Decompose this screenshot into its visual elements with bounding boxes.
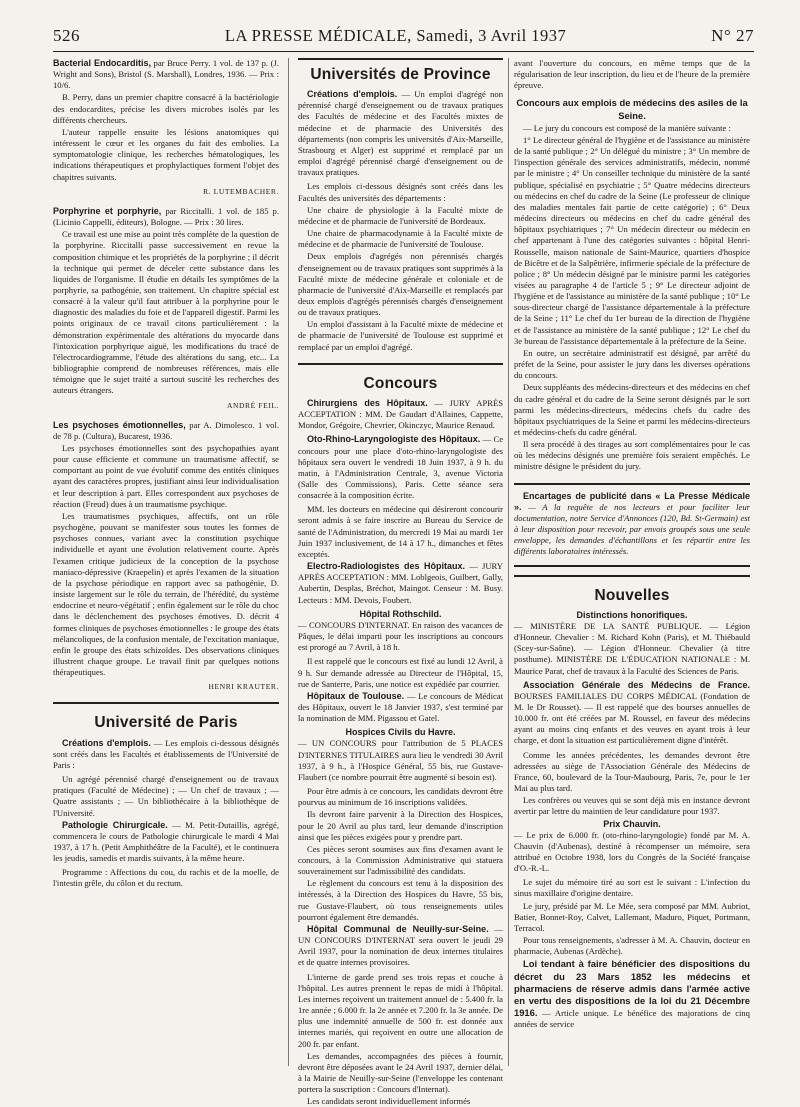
section-heading: Université de Paris bbox=[94, 714, 238, 732]
entry-paragraph bbox=[298, 656, 503, 689]
entry-text: — Le prix de 6.000 fr. (oto-rhino-laryngologie) fondé par M. A. Chauvin (d'Aubenas), destiné à récompenser un mémoire, sera attribué en Octobre 1938, lors du Congrès de la Société française d'O.-R.-L. bbox=[514, 829, 750, 874]
entry-text: Un agrégé pérennisé chargé d'enseignement ou de travaux pratiques (Faculté de Médecine) ; — Un chef de travaux ; — Quatre assistants ; — Un bibliothécaire à la bibliothèque de l'Université. bbox=[53, 774, 279, 818]
entry-heading: Chirurgiens des Hôpitaux. bbox=[307, 397, 428, 408]
column-divider bbox=[288, 58, 289, 1066]
review-paragraph: Les psychoses émotionnelles sont des psychopathies ayant pour cause efficiente et commune un traumatisme affectif, se comportant au point de vue évolutif comme des entités cliniques ayant des caractères propres, justifiant ainsi leur individualisation et leur description à part. Elles correspondent aux psychoses de réaction (Freud) dues à un traumatisme psychique. bbox=[53, 443, 279, 509]
entry-text: Ils devront faire parvenir à la Direction des Hospices, pour le 20 Avril au plus tard, leur demande d'inscription ainsi que les pièces exigées pour y prendre part. bbox=[298, 809, 503, 842]
entry-paragraph bbox=[298, 1051, 503, 1096]
entry-text: Pour être admis à ce concours, les candidats devront être pourvus au minimum de 16 inscriptions validées. bbox=[298, 786, 503, 808]
nouvelles-entries bbox=[514, 610, 750, 1031]
entry-paragraph bbox=[53, 867, 279, 889]
entry-paragraph bbox=[298, 205, 503, 227]
review-title: Les psychoses émotionnelles, bbox=[53, 419, 186, 430]
entry-text: Une chaire de pharmacodynamie à la Faculté mixte de médecine et de pharmacie de l'université de Toulouse. bbox=[298, 228, 503, 250]
column-3 bbox=[514, 58, 750, 1068]
asiles-paragraph: 1° Le directeur général de l'hygiène et de l'assistance au ministère de la santé publique ; 2° Un délégué du ministre ; 3° Un membre de l'inspection générale des services administratifs, médecin, nommé par le ministre ; 4° Un conseiller technique du ministère de la santé publique, spécialisé en psychiatrie ; 5° Quatre médecins directeurs ou médecins en chef du cadre de la Seine (Le professeur de clinique des maladies mentales fait partie de cette catégorie) ; 6° Deux médecins directeurs ou médecins en chef du cadre général des hôpitaux psychiatriques ; 7° Un médecin directeur ou médecin en chef appartenant à l'une des catégories suivantes : hôpital Henri-Rousselle, maison nationale de Saint-Maurice, quartiers d'hospice de Bicêtre et de la Salpêtrière, infirmerie spéciale de la préfecture de police ; 8° Un médecin désigné par le ministre parmi les catégories visées au paragraphe 4 de l'article 5 ; 9° Le directeur adjoint de l'hygiène et de l'assistance au ministère de la santé publique ; 10° Le sous-directeur chargé de l'assistance départementale à la préfecture de la Seine ; 11° Le chef du 1er bureau de la direction de l'hygiène et de l'assistance au ministère de la santé publique ; 12° Le chef du 3e bureau de l'assistance départementale à la préfecture de la Seine. bbox=[514, 134, 750, 346]
book-review bbox=[53, 206, 279, 411]
header-rule bbox=[53, 51, 754, 52]
entry-text: Les demandes, accompagnées des pièces à fournir, devront être déposées avant le 24 Avril 1937, dernier délai, à la Mairie de Neuilly-sur-Seine (l'enveloppe les contenant portera la suscription : Concours d'Internat). bbox=[298, 1050, 503, 1095]
universite-paris-section bbox=[53, 702, 279, 889]
review-meta: par Bruce Perry. 1 vol. de 137 p. (J. Wright and Sons), Bristol (S. Marshall), Londres, 1936. — Prix : 10/6. bbox=[53, 58, 279, 91]
entry-heading: Hospices Civils du Havre. bbox=[345, 727, 456, 738]
entry-heading: Hôpitaux de Toulouse. bbox=[307, 690, 405, 701]
review-title-line bbox=[53, 58, 279, 91]
entry-paragraph bbox=[514, 750, 750, 795]
entry-text: Les emplois ci-dessous désignés sont créés dans les Facultés des universités des départements : bbox=[298, 181, 503, 203]
entry-text: — CONCOURS D'INTERNAT. En raison des vacances de Pâques, le délai imparti pour les inscriptions au concours est prorogé au 7 Avril, à 18 h. bbox=[298, 619, 503, 653]
entry-paragraph bbox=[514, 958, 750, 1030]
entry-heading: Hôpital Rothschild. bbox=[359, 608, 442, 619]
entry-text: L'interne de garde prend ses trois repas et couche à l'hôpital. Les autres prennent le repas de midi à l'hôpital. Les internes reçoivent un traitement annuel de : 5.400 fr. la 1re année ; 6.000 fr. la 2e année et 7.200 fr. la 3e année. De plus une indemnité annuelle de 500 fr. est donnée aux internes mariés, qui reçoivent en outre une allocation de 200 fr. par enfant. bbox=[298, 971, 503, 1049]
journal-title: LA PRESSE MÉDICALE, Samedi, 3 Avril 1937 bbox=[224, 26, 567, 45]
entry-paragraph bbox=[298, 181, 503, 203]
entry-text: Deux emplois d'agrégés non pérennisés chargés d'enseignement ou de travaux pratiques sont supprimés à la Faculté mixte de médecine générale et coloniale et de pharmacie de l'université d'Aix-Marseille et remplacés par deux emplois d'agrégés pérennisés chargés d'enseignement ou de travaux pratiques. bbox=[298, 251, 503, 318]
box-heading: Encartages de publicité dans « La Presse Médicale ». bbox=[514, 490, 750, 512]
entry-paragraph bbox=[298, 434, 503, 501]
section-heading: Universités de Province bbox=[310, 66, 491, 83]
entry-paragraph bbox=[298, 89, 503, 178]
review-meta: par A. Dimolesco. 1 vol. de 78 p. (Cultura), Bucarest, 1936. bbox=[53, 419, 279, 441]
entry-text: — JURY APRÈS ACCEPTATION : MM. De Gaudart d'Allaines, Cappette, Mondor, Grégoire, Chevrier, Okinczyc, Maurice Renaud. bbox=[298, 397, 503, 431]
entry-paragraph bbox=[298, 972, 503, 1050]
entry-heading: Distinctions honorifiques. bbox=[576, 609, 688, 620]
entry-paragraph bbox=[298, 844, 503, 877]
entry-paragraph bbox=[298, 561, 503, 606]
entry-paragraph bbox=[298, 727, 503, 783]
concours-section bbox=[298, 363, 503, 1107]
nouvelles-section bbox=[514, 575, 750, 1031]
entry-text: — Article unique. Le bénéfice des majorations de cinq années de service bbox=[514, 1008, 750, 1030]
column-1 bbox=[53, 58, 279, 1068]
asiles-paragraph: Il sera procédé à des tirages au sort complémentaires pour le cas où les médecins désignés une première fois seraient empêchés. Le ministre désigne le président du jury. bbox=[514, 439, 750, 472]
universites-province-section bbox=[298, 58, 503, 353]
entry-text: Comme les années précédentes, les demandes devront être adressées au siège de l'Association Générale des Médecins de France, 60, boulevard de la Tour-Maubourg, Paris, 7e, pour le 1er Mai au plus tard. bbox=[514, 749, 750, 794]
section-heading: Nouvelles bbox=[594, 586, 670, 604]
entry-text: Le règlement du concours est tenu à la disposition des intéressés, à la Direction des Hospices du Havre, 55 bis, rue Gustave-Flaubert, où tous renseignements utiles pourront également être demandés. bbox=[298, 878, 503, 922]
asiles-paragraph: En outre, un secrétaire administratif est désigné, par arrêté du préfet de la Seine, pour assister le jury dans les diverses opérations du concours. bbox=[514, 347, 750, 381]
entry-paragraph bbox=[53, 774, 279, 819]
entry-paragraph bbox=[298, 878, 503, 923]
book-review bbox=[53, 420, 279, 693]
entry-paragraph bbox=[514, 877, 750, 899]
box-text: — A la requête de nos lecteurs et pour faciliter leur documentation, notre Service d'Annonces (120, Bd. St-Germain) est à leur disposition pour recevoir, par envois groupés sous une seule enveloppe, les demandes d'échantillons et les répartir entre les différents laboratoires intéressés. bbox=[514, 501, 750, 557]
entry-paragraph bbox=[298, 228, 503, 250]
concours-entries bbox=[298, 398, 503, 1107]
page-header bbox=[53, 26, 754, 48]
entry-heading: Electro-Radiologistes des Hôpitaux. bbox=[307, 561, 466, 572]
review-title-line bbox=[53, 420, 279, 442]
entry-paragraph bbox=[514, 610, 750, 677]
column-2 bbox=[298, 58, 504, 1107]
review-title: Bacterial Endocarditis, bbox=[53, 58, 151, 68]
entry-paragraph bbox=[298, 504, 503, 560]
review-title: Porphyrine et porphyrie, bbox=[53, 205, 162, 216]
entry-text: — JURY APRÈS ACCEPTATION : MM. Loblgeois, Guilbert, Gally, Aubertin, Desplas, Bréchot, Maingot. Censeur : M. Busy. Lecteurs : MM. Devois, Foubert. bbox=[298, 561, 504, 605]
review-paragraph: Ce travail est une mise au point très complète de la question de la porphyrine. Riccitalli passe successivement en revue la composition chimique et les propriétés de la porphyrine ; il décrit la technique qui permet de déceler cette substance dans les liquides de l'organisme. Il étudie en détails les symptômes de la porphyrie, sa pathogénie, son traitement. Un chapitre spécial est consacré à la valeur qu'il faut attribuer à la porphyrine pour le diagnostic des maladies du foie et de l'appareil digestif. Parmi les points originaux de ce travail citons particulièrement : la démonstration expérimentale des altérations du myocarde dans l'intoxication porphyrique aiguë, les modifications du tracé de l'électrocardiogramme, l'étude des altérations du sang, etc... La bibliographie comprend de nombreuses références, mais elle témoigne que le sujet traité a surtout suscité les recherches des auteurs étrangers. bbox=[53, 229, 279, 396]
review-paragraph: L'auteur rappelle ensuite les lésions anatomiques qui intéressent le cœur et les organes du fait des embolies. La symptomatologie clinique, les recherches hématologiques, les indications thérapeutiques et prophylactiques forment l'objet des chapitres suivants. bbox=[53, 126, 279, 182]
entry-paragraph bbox=[298, 786, 503, 808]
review-paragraph: B. Perry, dans un premier chapitre consacré à la bactériologie des endocardites, précise les divers microbes isolés par les différents chercheurs. bbox=[53, 92, 279, 125]
entry-heading: Oto-Rhino-Laryngologiste des Hôpitaux. bbox=[307, 434, 481, 445]
entry-text: Il est rappelé que le concours est fixé au lundi 12 Avril, à 9 h. Sur demande adressée au Directeur de l'Hôpital, 15, rue de Santerre, Paris, une notice est expédiée par courrier. bbox=[298, 656, 503, 689]
entry-text: — MINISTÈRE DE LA SANTÉ PUBLIQUE. — Légion d'Honneur. Chevalier : M. Richard Kohn (Paris), et M. Thiébauld (Scey-sur-Saône). — Légion d'Honneur. Chevalier (à titre posthume). MINISTÈRE DE L'ÉDUCATION NATIONALE : M. Maurice Parat, chef de travaux à la Faculté des Sciences de Paris. bbox=[514, 620, 750, 676]
column-divider bbox=[508, 58, 509, 1066]
book-review bbox=[53, 58, 279, 197]
entry-paragraph bbox=[53, 820, 279, 865]
asiles-entry bbox=[514, 97, 750, 472]
entry-text: MM. les docteurs en médecine qui désireront concourir seront admis à se faire inscrire au Bureau du Service de santé de l'Administration, du mercredi 19 Mai au mardi 1er Juin 1937 inclusivement, de 14 à 17 h., dimanches et fêtes exceptés. bbox=[298, 504, 503, 559]
entry-text: Le sujet du mémoire tiré au sort est le suivant : L'infection du sinus maxillaire d'origine dentaire. bbox=[514, 877, 750, 899]
entry-text: — Le concours de Médicat des Hôpitaux, ouvert le 18 Janvier 1937, s'est terminé par la nomination de MM. Pigassou et Gatel. bbox=[298, 690, 503, 724]
entry-heading: Concours aux emplois de médecins des asiles de la Seine. bbox=[516, 97, 748, 121]
entry-text: — Un emploi d'agrégé non pérennisé chargé d'enseignement ou de travaux pratiques des Facultés de médecine et des Facultés mixtes de médecine et de pharmacie des Universités des départements (non compris les universités d'Aix-Marseille, Strasbourg et Alger) est supprimé et remplacé par un emploi d'agrégé pérennisé chargé d'enseignement ou de travaux pratiques. bbox=[298, 89, 503, 178]
entry-paragraph bbox=[298, 924, 503, 969]
asiles-paragraphs bbox=[514, 123, 750, 473]
entry-text: BOURSES FAMILIALES DU CORPS MÉDICAL (Fondation de M. le Dr Rousset). — Il est rappelé que des bourses annuelles de 10.000 fr. ont été créées par M. Roussel, en faveur des médecins ayant au moins cinq enfants et des veuves en ayant trois à leur charge, et dont la situation est particulièrement digne d'intérêt. bbox=[514, 690, 750, 746]
asiles-paragraph: Deux suppléants des médecins-directeurs et des médecins en chef du cadre général et du cadre de la Seine seront désignés par le sort parmi les médecins-directeurs, médecins chefs du cadre des hôpitaux psychiatriques de la Seine et parmi les médecins-directeurs et médecins-chefs du cadre général. bbox=[514, 382, 750, 437]
issue-number: N° 27 bbox=[711, 26, 754, 45]
entry-text: Ces pièces seront soumises aux fins d'examen avant le concours, à la Commission Administrative qui statuera souverainement sur l'admissibilité des candidats. bbox=[298, 843, 503, 877]
entry-heading: Hôpital Communal de Neuilly-sur-Seine. bbox=[307, 923, 489, 934]
page-number: 526 bbox=[53, 26, 80, 45]
entry-heading: Loi tendant à faire bénéficier des dispositions du décret du 23 Mars 1852 les médecins et pharmaciens de réserve admis dans l'armée active en vertu des dispositions de la loi du 21 Décembre 1916. bbox=[514, 958, 750, 1019]
entry-text: Une chaire de physiologie à la Faculté mixte de médecine et de pharmacie de l'université de Bordeaux. bbox=[298, 204, 503, 226]
entry-text: Pour tous renseignements, s'adresser à M. A. Chauvin, docteur en pharmacie, Aubenas (Ardèche). bbox=[514, 935, 750, 957]
entry-paragraph bbox=[53, 738, 279, 771]
entry-paragraph bbox=[298, 609, 503, 654]
entry-paragraph bbox=[298, 1096, 503, 1107]
entry-paragraph bbox=[514, 935, 750, 957]
entry-text: — UN CONCOURS pour l'attribution de 5 PLACES D'INTERNES TITULAIRES aura lieu le vendredi 30 Avril 1937, à 9 h., à l'Hospice Général, 55 bis, rue Gustave-Flaubert (ce nombre pourrait être augmenté si besoin est). bbox=[298, 738, 503, 782]
entry-text: Les confrères ou veuves qui se sont déjà mis en instance devront avertir par lettre du maintien de leur candidature pour 1937. bbox=[514, 795, 750, 817]
review-signature: ANDRÉ FEIL. bbox=[226, 400, 279, 410]
entry-paragraph bbox=[298, 809, 503, 842]
entry-text: Programme : Affections du cou, du rachis et de la moelle, de l'intestin grêle, du côlon et du rectum. bbox=[53, 867, 279, 889]
section-heading: Concours bbox=[363, 374, 438, 392]
entry-heading: Pathologie Chirurgicale. bbox=[62, 819, 168, 830]
province-entries bbox=[298, 89, 503, 353]
entry-heading: Créations d'emplois. bbox=[62, 737, 151, 748]
entry-text: Le jury, présidé par M. Le Mée, sera composé par MM. Aubriot, Batier, Bonnet-Roy, Calvet, Lallemant, Maduro, Piquet, Portmann, Terracol. bbox=[514, 900, 750, 933]
review-meta: par Riccitalli. 1 vol. de 185 p. (Licinio Cappelli, éditeurs), Bologne. — Prix : 30 lires. bbox=[53, 205, 279, 228]
review-signature: R. LUTEMBACHER. bbox=[203, 186, 279, 196]
review-title-line bbox=[53, 206, 279, 228]
entry-text: Les candidats seront individuellement informés bbox=[307, 1096, 471, 1107]
entry-paragraph bbox=[298, 691, 503, 724]
entry-heading: Créations d'emplois. bbox=[307, 89, 398, 100]
entry-heading: Prix Chauvin. bbox=[603, 818, 661, 829]
entry-text: — Ce concours pour une place d'oto-rhino-laryngologiste des hôpitaux sera ouvert le vendredi 18 Juin 1937, à 9 h. du matin, à l'Administration Centrale, 3, avenue Victoria (Salle des Commissions), Paris. Cette séance sera consacrée à la composition écrite. bbox=[298, 434, 504, 501]
continued-paragraph: avant l'ouverture du concours, en même temps que de la régularisation de leur inscription, du lieu et de l'heure de la première épreuve. bbox=[514, 58, 750, 91]
review-paragraph: Les traumatismes psychiques, affectifs, ont un rôle psychogène, pouvant se manifester sous toutes les formes de psychoses connues, variant avec la constitution psychique individuelle et ayant une évolution relativement courte. Après l'examen critique judicieux de la conception de la psychose maniaco-dépressive (Kraepelin) et après l'examen de la situation de la psychose périodique en rapport avec sa pathogénie, D. insiste largement sur le rôle du terrain, de l'hérédité, du système endocrine et neuro-végétatif ; enfin également sur le rôle du choc dans le déclenchement des psychoses émotives. D. décrit 4 formes cliniques de psychoses émotionnelles : le groupe des états mélancoliques, de la confusion mentale, de l'excitation maniaque, enfin le groupe des états schizoïdes. Des observations cliniques illustrent chaque groupe. Le travail finit par quelques notions thérapeutiques. bbox=[53, 510, 279, 678]
continued-text bbox=[514, 58, 750, 91]
entry-text: — M. Petit-Dutaillis, agrégé, commencera le cours de Pathologie chirurgicale le mardi 4 Mai 1937, à 17 h. (Petit Amphithéâtre de la Faculté), et le continuera les jeudis, samedis et mardis suivants, à la même heure. bbox=[53, 819, 279, 864]
entry-paragraph bbox=[298, 398, 503, 431]
entry-paragraph bbox=[514, 819, 750, 875]
publicity-notice-box bbox=[514, 483, 750, 567]
book-reviews bbox=[53, 58, 279, 692]
entry-paragraph bbox=[298, 319, 503, 352]
paris-entries bbox=[53, 738, 279, 890]
entry-text: Un emploi d'assistant à la Faculté mixte de médecine et de pharmacie de l'université de Toulouse est supprimé et remplacé par un emploi d'agrégé. bbox=[298, 319, 503, 352]
entry-paragraph bbox=[298, 251, 503, 318]
review-signature: HENRI KRAUTER. bbox=[208, 682, 279, 692]
entry-text: — Les emplois ci-dessous désignés sont créés dans les Facultés et établissements de l'Université de Paris : bbox=[53, 737, 279, 770]
entry-text: — UN CONCOURS D'INTERNAT sera ouvert le jeudi 29 Avril 1937, pour la nomination de deux internes titulaires et de quatre internes provisoires. bbox=[298, 923, 503, 968]
asiles-paragraph: — Le jury du concours est composé de la manière suivante : bbox=[523, 122, 731, 133]
entry-heading: Association Générale des Médecins de France. bbox=[523, 679, 750, 690]
entry-paragraph bbox=[514, 795, 750, 817]
entry-paragraph bbox=[514, 680, 750, 747]
entry-paragraph bbox=[514, 901, 750, 934]
